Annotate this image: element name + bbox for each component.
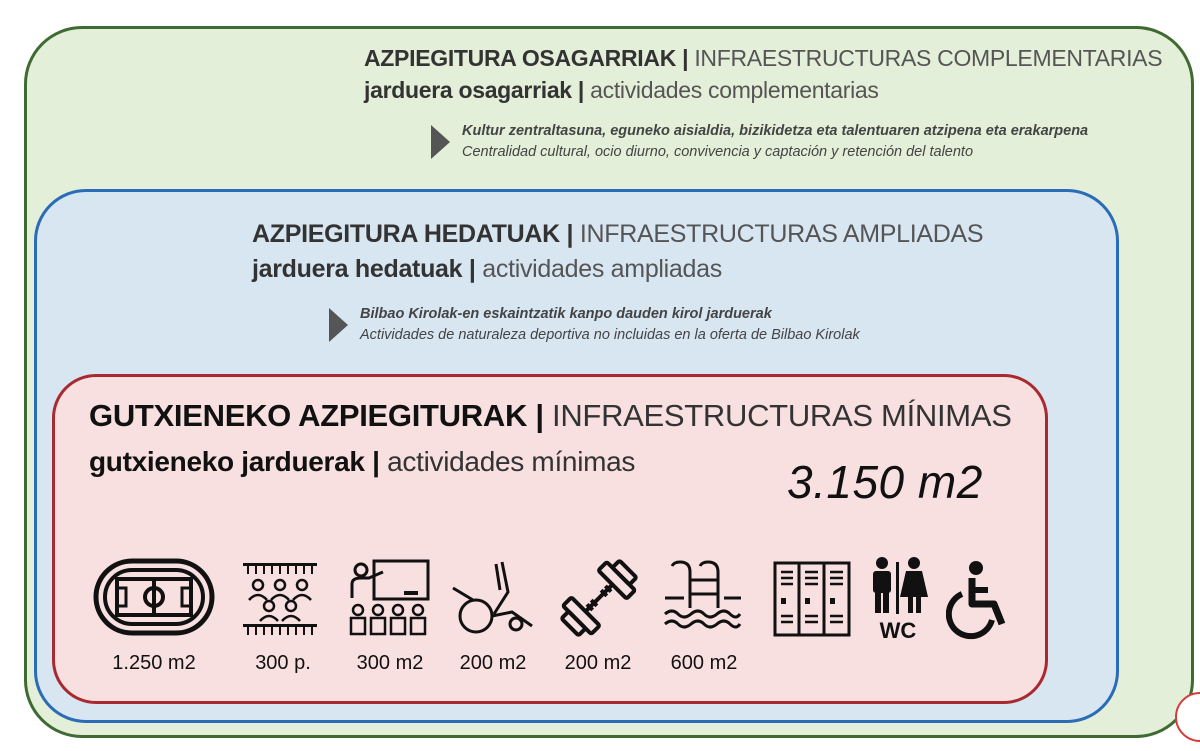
- caption-pool: 600 m2: [670, 652, 738, 674]
- extended-bullet-text: [360, 304, 860, 346]
- complementary-subtitle-es: actividades complementarias: [590, 77, 879, 103]
- caption-auditorium: 300 p.: [255, 652, 311, 674]
- separator: |: [559, 220, 580, 248]
- complementary-subtitle-eu: jarduera osagarriak: [364, 77, 572, 103]
- sports-field-icon: [93, 558, 215, 636]
- extended-bullet-eu: Bilbao Kirolak-en eskaintzatik kanpo dauden kirol jarduerak: [360, 306, 772, 322]
- separator: |: [571, 77, 591, 103]
- caption-sports-field: 1.250 m2: [112, 652, 196, 674]
- separator: |: [364, 446, 388, 477]
- minimum-subtitle: [89, 446, 635, 478]
- separator: |: [676, 45, 695, 71]
- wheelchair-accessible-icon: [946, 560, 1012, 640]
- minimum-title-es: INFRAESTRUCTURAS MÍNIMAS: [552, 398, 1012, 433]
- extended-title-eu: AZPIEGITURA HEDATUAK: [252, 220, 560, 248]
- triangle-bullet-icon: [329, 308, 348, 342]
- complementary-bullet-text: [462, 121, 1088, 163]
- separator: |: [462, 255, 483, 283]
- minimum-title-eu: GUTXIENEKO AZPIEGITURAK: [89, 398, 528, 433]
- wc-icon: [868, 556, 928, 640]
- minimum-subtitle-eu: gutxieneko jarduerak: [89, 446, 365, 477]
- lockers-icon: [772, 560, 852, 638]
- classroom-icon: [348, 558, 432, 638]
- auditorium-icon: [240, 560, 320, 638]
- extended-title: [252, 220, 983, 249]
- yoga-pilates-icon: [450, 558, 540, 638]
- extended-bullet-es: Actividades de naturaleza deportiva no incluidas en la oferta de Bilbao Kirolak: [360, 327, 860, 343]
- separator: |: [527, 398, 553, 433]
- swimming-pool-icon: [662, 558, 744, 638]
- complementary-title-eu: AZPIEGITURA OSAGARRIAK: [364, 45, 676, 71]
- total-area-value: 3.150 m2: [787, 456, 983, 508]
- extended-subtitle-es: actividades ampliadas: [482, 255, 722, 283]
- dumbbell-icon: [556, 556, 642, 640]
- complementary-title: [364, 45, 1162, 72]
- caption-yoga: 200 m2: [459, 652, 527, 674]
- extended-subtitle: [252, 255, 722, 284]
- caption-gym: 200 m2: [564, 652, 632, 674]
- complementary-bullet-es: Centralidad cultural, ocio diurno, convivencia y captación y retención del talento: [462, 144, 974, 160]
- complementary-bullet-eu: Kultur zentraltasuna, eguneko aisialdia, bizikidetza eta talentuaren atzipena eta erakarpena: [462, 123, 1089, 139]
- complementary-bullet: [431, 121, 1088, 163]
- extended-bullet: [329, 304, 860, 346]
- wc-label: WC: [879, 618, 917, 640]
- caption-classroom: 300 m2: [356, 652, 424, 674]
- triangle-bullet-icon: [431, 125, 450, 159]
- complementary-subtitle: [364, 77, 879, 104]
- minimum-subtitle-es: actividades mínimas: [387, 446, 636, 477]
- extended-title-es: INFRAESTRUCTURAS AMPLIADAS: [579, 220, 984, 248]
- minimum-title: [89, 398, 1012, 434]
- extended-subtitle-eu: jarduera hedatuak: [252, 255, 463, 283]
- complementary-title-es: INFRAESTRUCTURAS COMPLEMENTARIAS: [694, 45, 1163, 71]
